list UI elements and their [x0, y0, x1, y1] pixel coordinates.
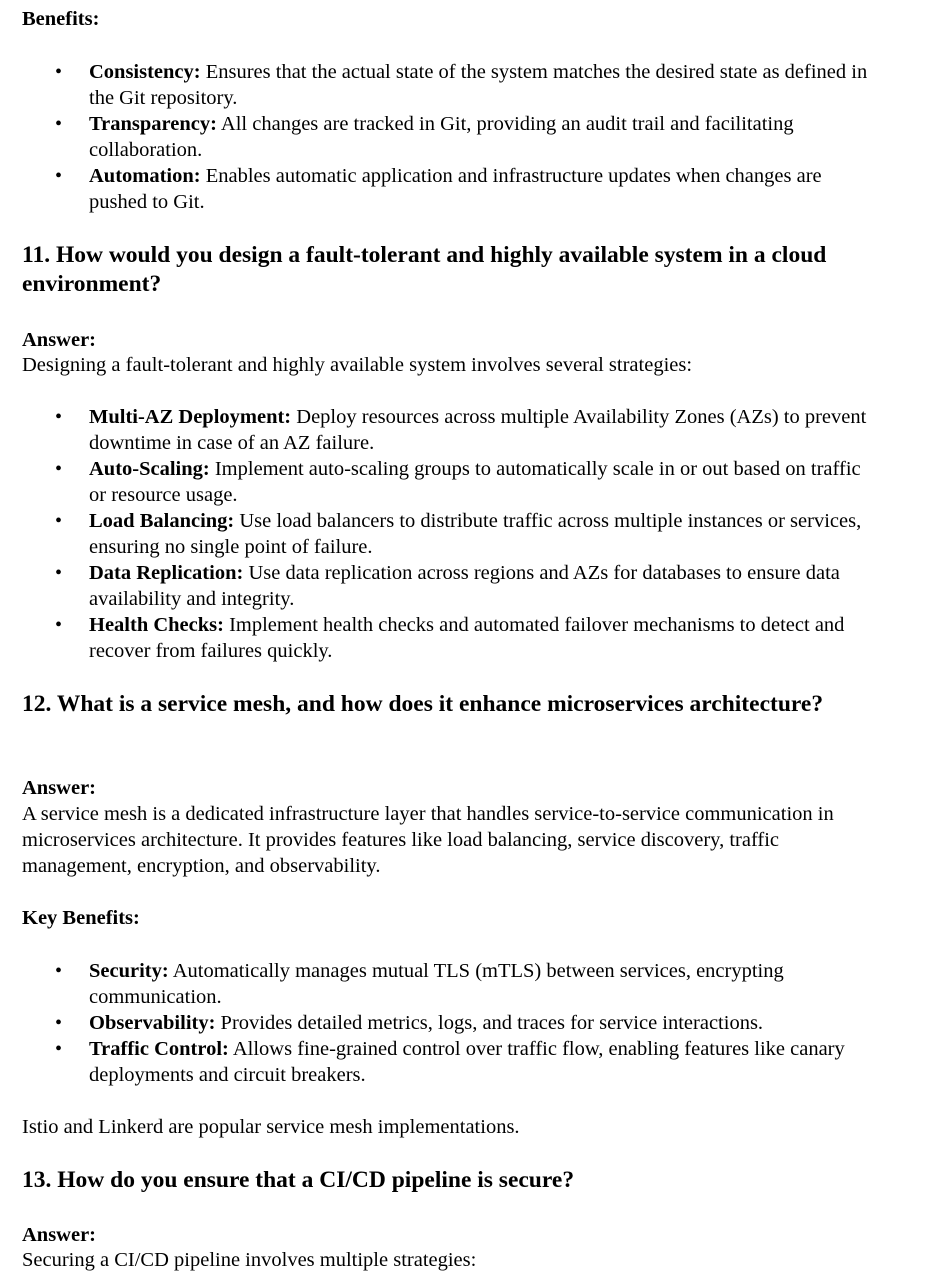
bullet-icon: • [55, 562, 63, 584]
bullet-icon: • [55, 960, 63, 982]
q12-answer-label: Answer: [22, 777, 97, 799]
list-item [22, 404, 879, 456]
q13-intro: Securing a CI/CD pipeline involves multiple strategies: [22, 1249, 477, 1271]
list-item-term: Automation: [89, 165, 201, 187]
list-item-term: Load Balancing: [89, 510, 235, 532]
q13-heading: 13. How do you ensure that a CI/CD pipeline is secure? [22, 1167, 575, 1193]
list-item-text: Implement auto-scaling groups to automatically scale in or out based on traffic or resource usage. [89, 458, 861, 506]
list-item [22, 456, 879, 508]
bullet-icon: • [55, 61, 63, 83]
benefits-label: Benefits: [22, 8, 100, 30]
q12-benefits-list [22, 958, 879, 1088]
list-item-term: Observability: [89, 1012, 216, 1034]
list-item [22, 612, 879, 664]
q11-intro: Designing a fault-tolerant and highly available system involves several strategies: [22, 354, 693, 376]
list-item [22, 1010, 879, 1036]
q11-answer-label: Answer: [22, 329, 97, 351]
list-item [22, 163, 879, 215]
bullet-icon: • [55, 165, 63, 187]
list-item-term: Traffic Control: [89, 1038, 229, 1060]
bullet-icon: • [55, 1038, 63, 1060]
list-item-text: Use data replication across regions and AZs for databases to ensure data availability and integrity. [89, 562, 840, 610]
list-item-term: Health Checks: [89, 614, 224, 636]
list-item-text: Implement health checks and automated failover mechanisms to detect and recover from failures quickly. [89, 614, 845, 662]
q12-intro: A service mesh is a dedicated infrastructure layer that handles service-to-service communication in microservices architecture. It provides features like load balancing, service discovery, traffic management, encryption, and observability. [22, 803, 834, 877]
list-item-term: Consistency: [89, 61, 201, 83]
bullet-icon: • [55, 1012, 63, 1034]
bullet-icon: • [55, 510, 63, 532]
list-item-term: Data Replication: [89, 562, 244, 584]
list-item-text: All changes are tracked in Git, providing an audit trail and facilitating collaboration. [89, 113, 794, 161]
q12-heading: 12. What is a service mesh, and how does it enhance microservices architecture? [22, 691, 824, 717]
list-item-text: Deploy resources across multiple Availability Zones (AZs) to prevent downtime in case of an AZ failure. [89, 406, 867, 454]
q11-heading: 11. How would you design a fault-tolerant and highly available system in a cloud environment? [22, 242, 827, 297]
q12-closing: Istio and Linkerd are popular service mesh implementations. [22, 1116, 520, 1138]
list-item-term: Auto-Scaling: [89, 458, 210, 480]
list-item [22, 508, 879, 560]
list-item [22, 560, 879, 612]
list-item-text: Use load balancers to distribute traffic across multiple instances or services, ensuring no single point of failure. [89, 510, 862, 558]
list-item [22, 111, 879, 163]
list-item-term: Multi-AZ Deployment: [89, 406, 292, 428]
q13-answer-label: Answer: [22, 1224, 97, 1246]
list-item-text: Provides detailed metrics, logs, and traces for service interactions. [215, 1012, 764, 1034]
list-item-term: Security: [89, 960, 169, 982]
bullet-icon: • [55, 406, 63, 428]
list-item [22, 59, 879, 111]
q11-strategies-list [22, 404, 879, 664]
list-item [22, 1036, 879, 1088]
list-item-text: Enables automatic application and infrastructure updates when changes are pushed to Git. [89, 165, 822, 213]
bullet-icon: • [55, 614, 63, 636]
list-item-text: Automatically manages mutual TLS (mTLS) between services, encrypting communication. [89, 960, 784, 1008]
bullet-icon: • [55, 458, 63, 480]
list-item [22, 958, 879, 1010]
gitops-benefits-list [22, 59, 879, 215]
list-item-term: Transparency: [89, 113, 217, 135]
list-item-text: Allows fine-grained control over traffic flow, enabling features like canary deployments and circuit breakers. [89, 1038, 845, 1086]
q12-key-benefits-label: Key Benefits: [22, 907, 140, 929]
bullet-icon: • [55, 113, 63, 135]
list-item-text: Ensures that the actual state of the system matches the desired state as defined in the Git repository. [89, 61, 868, 109]
